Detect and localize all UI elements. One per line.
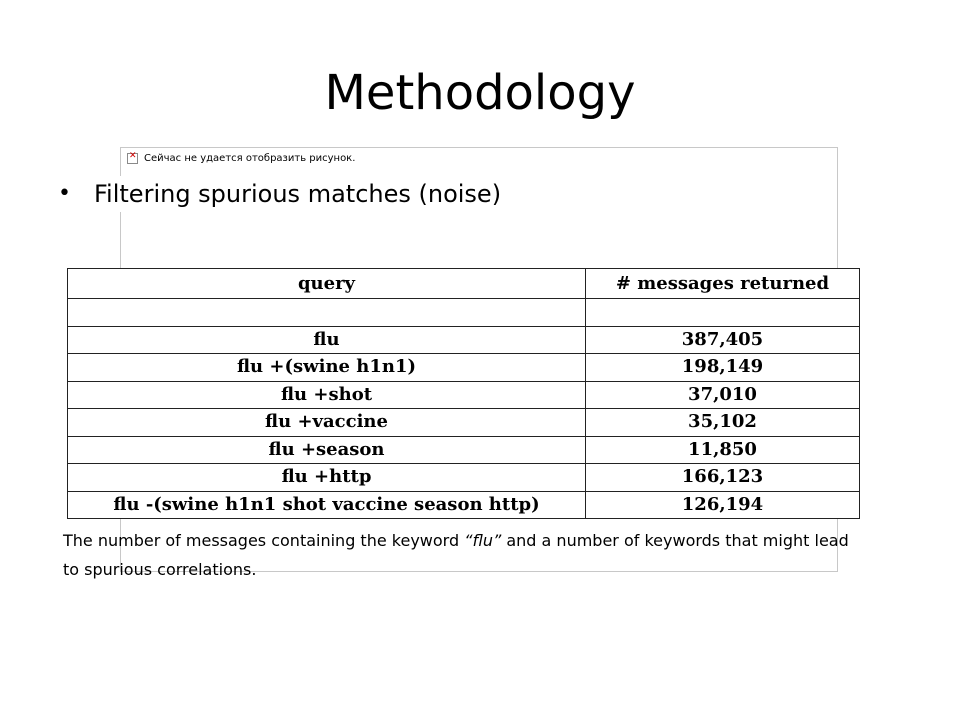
table-row	[68, 464, 860, 492]
table-header-row	[68, 269, 860, 299]
query-cell: flu +(swine h1n1)	[68, 354, 586, 382]
results-table	[67, 268, 860, 519]
caption-text-end: and a number of keywords that might lead to spurious correlations.	[63, 531, 849, 579]
count-cell: 166,123	[586, 464, 860, 492]
count-cell: 387,405	[586, 326, 860, 354]
table-row	[68, 381, 860, 409]
table-divider	[68, 299, 860, 327]
header-query: query	[68, 269, 586, 299]
query-cell: flu	[68, 326, 586, 354]
broken-image-icon	[127, 153, 138, 164]
placeholder-text: Сейчас не удается отобразить рисунок.	[144, 153, 356, 164]
table-row	[68, 436, 860, 464]
slide-title: Methodology	[324, 65, 636, 121]
bullet-text: Filtering spurious matches (noise)	[94, 180, 502, 208]
count-cell: 37,010	[586, 381, 860, 409]
table-row	[68, 491, 860, 519]
count-cell: 11,850	[586, 436, 860, 464]
query-cell: flu +shot	[68, 381, 586, 409]
query-cell: flu -(swine h1n1 shot vaccine season http)	[68, 491, 586, 519]
query-cell: flu +season	[68, 436, 586, 464]
caption-text-start: The number of messages containing the keyword	[63, 531, 465, 550]
table-row	[68, 326, 860, 354]
count-cell: 198,149	[586, 354, 860, 382]
caption-keyword: “flu”	[464, 531, 502, 550]
table-caption	[63, 526, 863, 584]
bullet-item	[58, 176, 509, 212]
table-row	[68, 354, 860, 382]
header-messages-returned: # messages returned	[586, 269, 860, 299]
count-cell: 35,102	[586, 409, 860, 437]
table-row	[68, 409, 860, 437]
query-cell: flu +http	[68, 464, 586, 492]
placeholder-message	[127, 153, 355, 164]
query-cell: flu +vaccine	[68, 409, 586, 437]
count-cell: 126,194	[586, 491, 860, 519]
results-table-container	[67, 268, 859, 519]
bullet-icon: •	[58, 181, 71, 206]
